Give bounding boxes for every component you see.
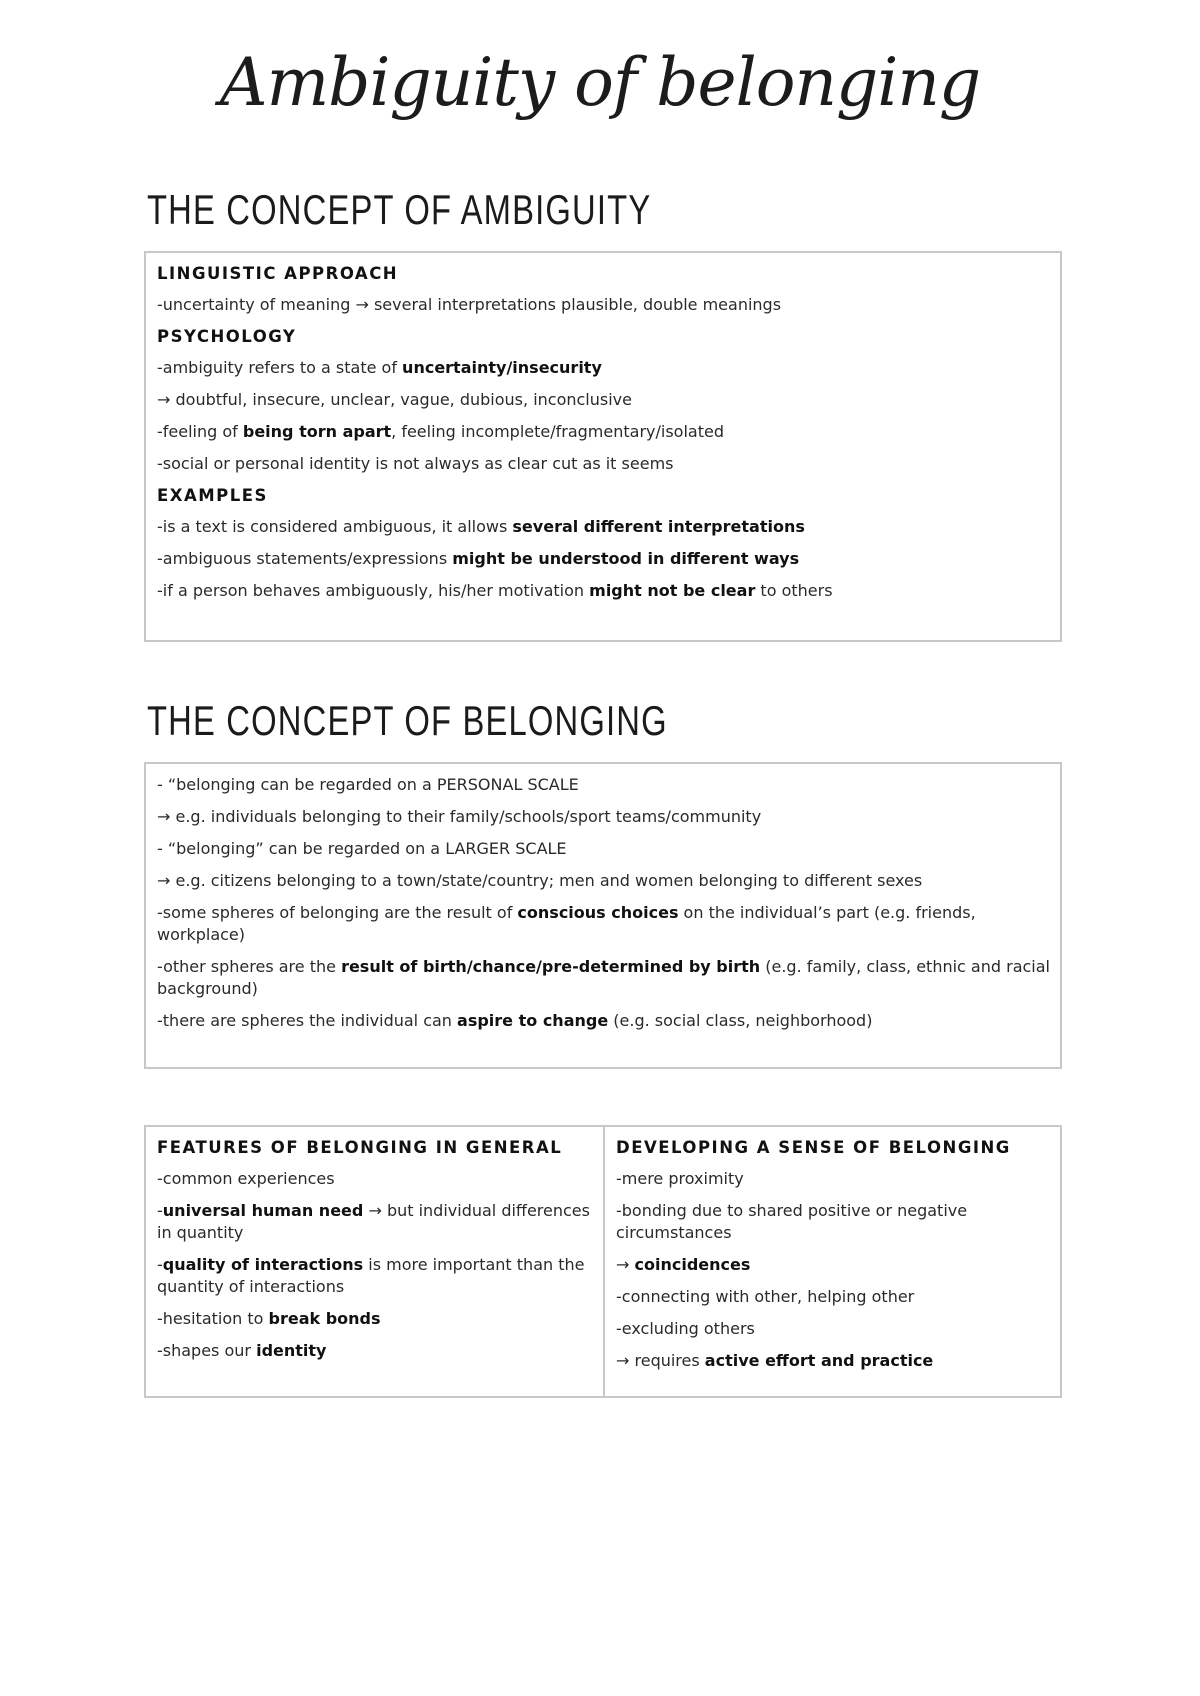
section-heading-belonging: THE CONCEPT OF BELONGING	[147, 697, 668, 744]
belonging-line-7: -there are spheres the individual can aspire to change (e.g. social class, neighborhood)	[157, 1011, 873, 1030]
developing-column	[605, 1127, 1060, 1396]
developing-heading: DEVELOPING A SENSE OF BELONGING	[616, 1138, 1011, 1157]
belonging-line-4: → e.g. citizens belonging to a town/state/country; men and women belonging to different sexes	[157, 871, 923, 890]
psychology-line-2: → doubtful, insecure, unclear, vague, dubious, inconclusive	[157, 390, 632, 409]
developing-line-3: → coincidences	[616, 1255, 751, 1274]
developing-line-2: -bonding due to shared positive or negative circumstances	[616, 1201, 968, 1242]
developing-line-4: -connecting with other, helping other	[616, 1287, 915, 1306]
features-line-1: -common experiences	[157, 1169, 335, 1188]
belonging-line-3: - “belonging” can be regarded on a LARGER SCALE	[157, 839, 567, 858]
features-line-2: -universal human need → but individual differences in quantity	[157, 1201, 590, 1242]
belonging-line-1: - “belonging can be regarded on a PERSONAL SCALE	[157, 775, 579, 794]
psychology-line-3: -feeling of being torn apart, feeling incomplete/fragmentary/isolated	[157, 422, 724, 441]
belonging-box	[144, 762, 1062, 1069]
page-title: Ambiguity of belonging	[219, 44, 981, 121]
belonging-line-5: -some spheres of belonging are the result of conscious choices on the individual’s part (e.g. friends, workplace)	[157, 903, 976, 944]
developing-line-1: -mere proximity	[616, 1169, 744, 1188]
example-line-3: -if a person behaves ambiguously, his/her motivation might not be clear to others	[157, 581, 833, 600]
examples-heading: EXAMPLES	[157, 486, 268, 505]
psychology-line-1: -ambiguity refers to a state of uncertainty/insecurity	[157, 358, 602, 377]
features-line-5: -shapes our identity	[157, 1341, 327, 1360]
belonging-line-2: → e.g. individuals belonging to their family/schools/sport teams/community	[157, 807, 762, 826]
example-line-2: -ambiguous statements/expressions might be understood in different ways	[157, 549, 800, 568]
linguistic-approach-heading: LINGUISTIC APPROACH	[157, 264, 399, 283]
belonging-line-6: -other spheres are the result of birth/chance/pre-determined by birth (e.g. family, class, ethnic and racial background)	[157, 957, 1050, 998]
psychology-line-4: -social or personal identity is not always as clear cut as it seems	[157, 454, 674, 473]
developing-line-6: → requires active effort and practice	[616, 1351, 934, 1370]
section-heading-ambiguity: THE CONCEPT OF AMBIGUITY	[147, 186, 652, 233]
features-line-3: -quality of interactions is more important than the quantity of interactions	[157, 1255, 585, 1296]
features-developing-table	[144, 1125, 1062, 1398]
linguistic-line: -uncertainty of meaning → several interpretations plausible, double meanings	[157, 295, 782, 314]
ambiguity-box	[144, 251, 1062, 642]
psychology-heading: PSYCHOLOGY	[157, 327, 297, 346]
features-heading: FEATURES OF BELONGING IN GENERAL	[157, 1138, 563, 1157]
example-line-1: -is a text is considered ambiguous, it allows several different interpretations	[157, 517, 805, 536]
features-line-4: -hesitation to break bonds	[157, 1309, 381, 1328]
features-column	[146, 1127, 605, 1396]
developing-line-5: -excluding others	[616, 1319, 755, 1338]
